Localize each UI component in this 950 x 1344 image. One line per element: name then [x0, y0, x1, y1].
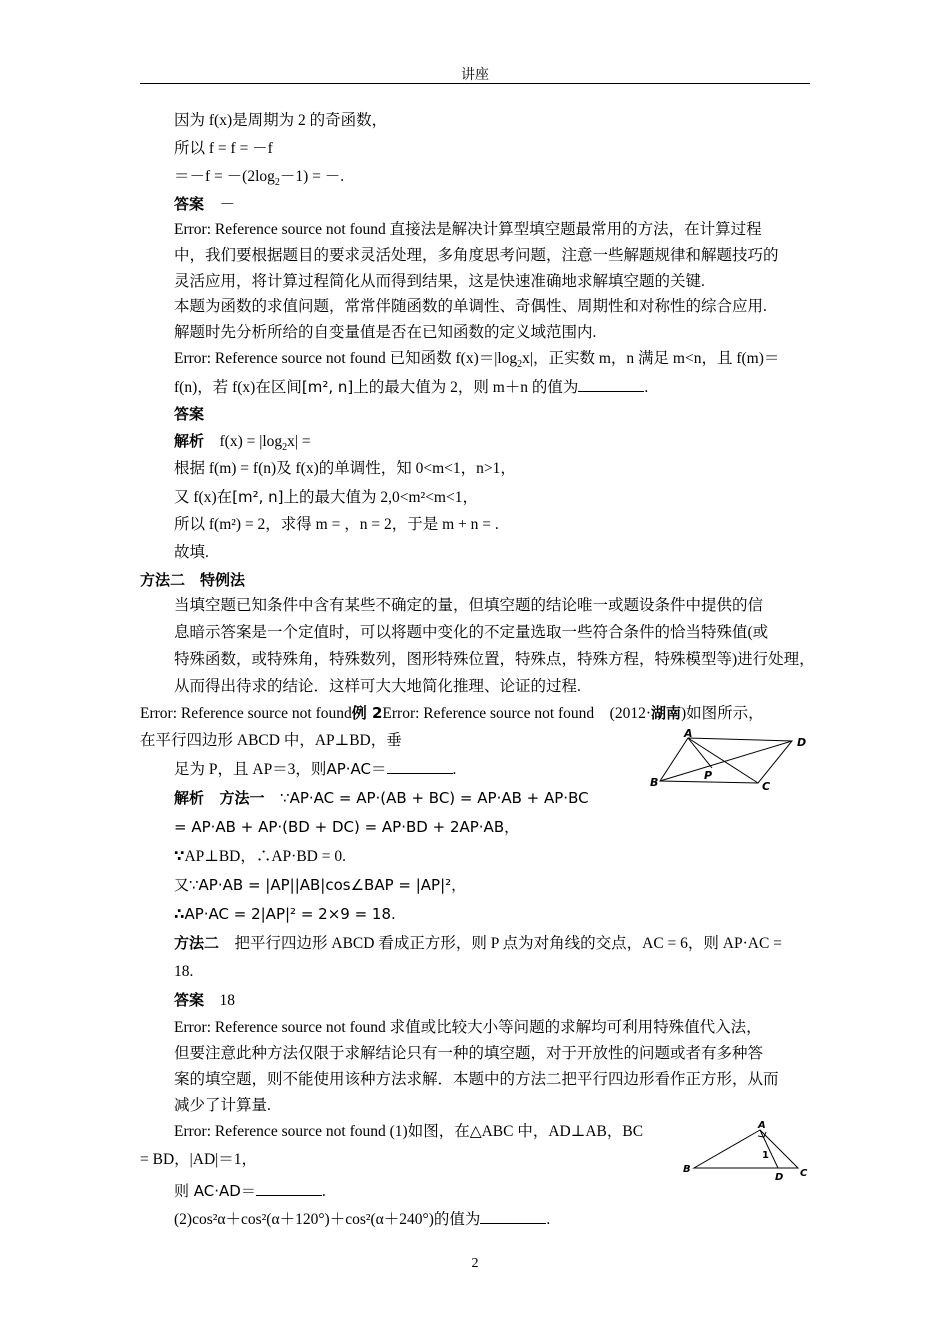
figure-label: A — [758, 1120, 766, 1131]
parallelogram-figure — [640, 728, 820, 796]
figure-label: 1 — [762, 1150, 769, 1161]
section-heading: 方法二 特例法 — [140, 571, 246, 589]
answer-line: 答案 － — [174, 195, 236, 213]
question-line: 则 AC·AD＝ . — [174, 1182, 326, 1200]
figure-label: A — [684, 728, 693, 740]
solution-line: 故填. — [174, 544, 209, 561]
solution-line: 又∵AP·AB = |AP||AB|cos∠BAP = |AP|²， — [174, 876, 467, 894]
figure-label: B — [683, 1164, 691, 1175]
paragraph-line: 本题为函数的求值问题，常常伴随函数的单调性、奇偶性、周期性和对称性的综合应用. — [174, 298, 767, 315]
example-line: 在平行四边形 ABCD 中，AP⊥BD，垂 — [140, 732, 402, 749]
answer-line: 答案 — [174, 405, 205, 423]
solution-line: 又 f(x)在[m², n]上的最大值为 2,0<m²<m<1， — [174, 488, 478, 506]
remark-line: 但要注意此种方法仅限于求解结论只有一种的填空题，对于开放性的问题或者有多种答 — [174, 1045, 764, 1062]
answer-line: 答案 18 — [174, 991, 236, 1009]
solution-line: ∴AP·AC = 2|AP|² = 2×9 = 18. — [174, 905, 396, 923]
question-line: Error: Reference source not found 已知函数 $f(x)=|\log_2x|$，正实数 m，n 满足 m<n，且 f(m)＝ — [174, 350, 780, 371]
solution-line: 18. — [174, 963, 194, 980]
solution-line: 解析 $f(x) = |\log_2x|$ = — [174, 432, 311, 454]
figure-label: B — [650, 776, 659, 789]
paragraph-line: 当填空题已知条件中含有某些不确定的量，但填空题的结论唯一或题设条件中提供的信 — [174, 597, 764, 614]
solution-line: = AP·AB + AP·(BD + DC) = AP·BD + 2AP·AB， — [174, 818, 520, 836]
answer-blank — [578, 377, 644, 392]
solution-line: ∵AP⊥BD，∴AP·BD = 0. — [174, 847, 346, 865]
paragraph-line: 从而得出待求的结论．这样可大大地简化推理、论证的过程. — [174, 678, 581, 695]
header-rule — [140, 83, 810, 84]
answer-blank — [387, 759, 453, 774]
question-line: Error: Reference source not found (1)如图，在△ABC 中，AD⊥AB，BC — [174, 1123, 644, 1140]
solution-line: 解析 方法一 ∵AP·AC = AP·(AB + BC) = AP·AB + AP·BC — [174, 789, 589, 807]
question-line: = BD，|AD|＝1， — [140, 1151, 257, 1168]
paragraph-line: 特殊函数，或特殊角，特殊数列，图形特殊位置，特殊点，特殊方程，特殊模型等)进行处理， — [174, 651, 815, 668]
question-line: (2)cos²α＋cos²(α＋120°)＋cos²(α＋240°)的值为 . — [174, 1211, 551, 1228]
paragraph-line: 解题时先分析所给的自变量值是否在已知函数的定义域范围内. — [174, 324, 597, 341]
remark-line: 案的填空题，则不能使用该种方法求解．本题中的方法二把平行四边形看作正方形，从而 — [174, 1071, 779, 1088]
triangle-figure — [678, 1118, 818, 1184]
example-line: Error: Reference source not found例 2Error: Reference source not found (2012·湖南)如图所示， — [140, 704, 764, 722]
remark-line: 减少了计算量. — [174, 1097, 271, 1114]
solution-line: 根据 f(m) = f(n)及 f(x)的单调性，知 0<m<1，n>1， — [174, 460, 516, 477]
paragraph-line: 灵活应用，将计算过程简化从而得到结果，这是快速准确地求解填空题的关键. — [174, 273, 705, 290]
paragraph-line: Error: Reference source not found 直接法是解决计算型填空题最常用的方法，在计算过程 — [174, 221, 762, 238]
solution-line: 方法二 把平行四边形 ABCD 看成正方形，则 P 点为对角线的交点，AC = 6，则 AP·AC = — [174, 934, 782, 952]
question-line: f(n)，若 f(x)在区间[m², n]上的最大值为 2，则 m＋n 的值为 . — [174, 378, 649, 396]
remark-line: Error: Reference source not found 求值或比较大小等问题的求解均可利用特殊值代入法， — [174, 1019, 762, 1036]
page-number: 2 — [471, 1256, 479, 1271]
example-line: 足为 P，且 AP＝3，则AP·AC＝ . — [174, 760, 457, 778]
figure-label: P — [704, 769, 713, 782]
page-header: 讲座 — [461, 68, 489, 83]
figure-label: C — [800, 1168, 808, 1179]
paragraph-line: 息暗示答案是一个定值时，可以将题中变化的不定量选取一些符合条件的恰当特殊值(或 — [174, 624, 769, 641]
answer-blank — [256, 1181, 322, 1196]
line: $=-f = -(2\log_2-1)$ = －. — [174, 168, 345, 189]
line: 因为 f(x)是周期为 2 的奇函数， — [174, 112, 388, 129]
figure-label: D — [775, 1172, 784, 1183]
paragraph-line: 中，我们要根据题目的要求灵活处理，多角度思考问题，注意一些解题规律和解题技巧的 — [174, 247, 779, 264]
figure-label: C — [762, 780, 771, 793]
figure-label: D — [797, 736, 807, 749]
line: 所以 f = f = －f — [174, 140, 273, 157]
solution-line: 所以 f(m²) = 2，求得 m = ，n = 2，于是 m + n = . — [174, 516, 499, 533]
answer-blank — [480, 1209, 546, 1224]
